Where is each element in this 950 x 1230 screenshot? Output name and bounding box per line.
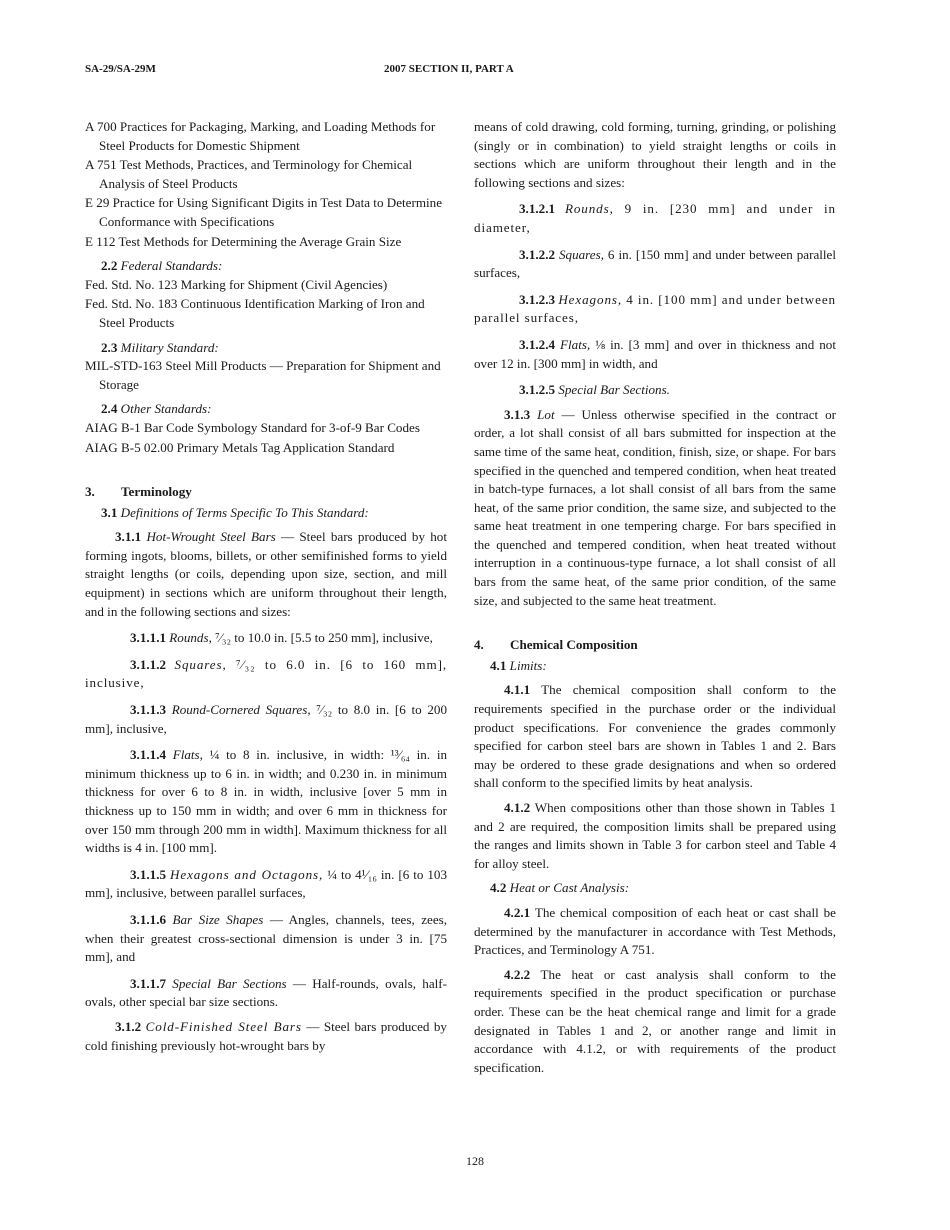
subsection-2-2: 2.2 Federal Standards: [101, 258, 223, 274]
subsection-2-4: 2.4 Other Standards: [101, 401, 212, 417]
section-3-heading: 3. Terminology [85, 484, 192, 500]
paragraph-3-1-2-4: 3.1.2.4 Flats, ⅛ in. [3 mm] and over in thickness and not over 12 in. [300 mm] in width, and [474, 336, 836, 371]
paragraph-3-1-1-3: 3.1.1.3 Round-Cornered Squares, ⁷⁄₃₂ to 8.0 in. [6 to 200 mm], inclusive, [85, 702, 447, 736]
paragraph-3-1-2-1: 3.1.2.1 Rounds, 9 in. [230 mm] and under in diameter, [474, 201, 836, 235]
paragraph-3-1-2: 3.1.2 Cold-Finished Steel Bars — Steel bars produced by cold finishing previously hot-wrought bars by [85, 1018, 447, 1053]
running-header-designation: SA-29/SA-29M [85, 63, 156, 75]
running-header-section: 2007 SECTION II, PART A [384, 63, 514, 75]
paragraph-3-1-2-5: 3.1.2.5 Special Bar Sections. [519, 382, 670, 398]
paragraph-3-1-1-4: 3.1.1.4 Flats, ¼ to 8 in. inclusive, in width: ¹³⁄₆₄ in. in minimum thickness up to 6 in. in width; and 0.230 in. in minimum thickness for over 6 to 8 in. in width, inclusive [over 5 mm in thickness up to 150 mm in width; and over 6 mm in thickness for over 150 mm through 200 mm in width]. Maximum thickness for all widths is 4 in. [100 mm]. [85, 747, 448, 856]
reference-fed-183: Fed. Std. No. 183 Continuous Identification Marking of Iron and Steel Products [85, 296, 425, 330]
paragraph-3-1-2-3: 3.1.2.3 Hexagons, 4 in. [100 mm] and under between parallel surfaces, [474, 291, 836, 326]
page-number: 128 [466, 1154, 484, 1168]
reference-e112: E 112 Test Methods for Determining the Average Grain Size [85, 233, 402, 249]
reference-fed-123: Fed. Std. No. 123 Marking for Shipment (Civil Agencies) [85, 276, 388, 292]
right-column [474, 118, 836, 1077]
subsection-3-1: 3.1 Definitions of Terms Specific To This Standard: [101, 504, 369, 520]
paragraph-3-1-1-2: 3.1.1.2 Squares, ⁷⁄₃₂ to 6.0 in. [6 to 160 mm], inclusive, [85, 656, 447, 691]
paragraph-4-2-1: 4.2.1 The chemical composition of each heat or cast shall be determined by the manufacturer in accordance with Test Methods, Practices, and Terminology A 751. [474, 904, 836, 958]
left-column [85, 118, 447, 1055]
paragraph-4-1-1: 4.1.1 The chemical composition shall conform to the requirements specified in the purchase order or the individual product specifications. For convenience the grades commonly specified for carbon steel bars are shown in Tables 1 and 2. Bars may be ordered to these grade designations and when so ordered shall conform to the specified limits by heat analysis. [474, 682, 836, 791]
paragraph-3-1-1: 3.1.1 Hot-Wrought Steel Bars — Steel bars produced by hot forming ingots, blooms, billets, or other semifinished forms to yield straight lengths (or coils, depending upon size, section, and mill equipment) in sections which are uniform throughout their length, and in the following sections and sizes: [85, 529, 447, 619]
reference-aiag-b5: AIAG B-5 02.00 Primary Metals Tag Application Standard [85, 439, 395, 455]
reference-mil-std-163: MIL-STD-163 Steel Mill Products — Preparation for Shipment and Storage [85, 358, 441, 392]
paragraph-4-1-2: 4.1.2 When compositions other than those shown in Tables 1 and 2 are required, the composition limits shall be prepared using the ranges and limits shown in Table 3 for carbon steel and Table 4 for alloy steel. [474, 800, 836, 871]
paragraph-3-1-1-1: 3.1.1.1 Rounds, ⁷⁄₃₂ to 10.0 in. [5.5 to 250 mm], inclusive, [130, 630, 433, 646]
reference-a700: A 700 Practices for Packaging, Marking, and Loading Methods for Steel Products for Domestic Shipment [85, 119, 436, 153]
section-4-heading: 4. Chemical Composition [474, 637, 638, 653]
reference-e29: E 29 Practice for Using Significant Digits in Test Data to Determine Conformance with Specifications [85, 195, 443, 229]
paragraph-3-1-1-5: 3.1.1.5 Hexagons and Octagons, ¼ to 4¹⁄₁₆ in. [6 to 103 mm], inclusive, between parallel surfaces, [85, 866, 448, 901]
subsection-4-2: 4.2 Heat or Cast Analysis: [490, 880, 630, 896]
paragraph-4-2-2: 4.2.2 The heat or cast analysis shall conform to the requirements specified in the product specification or purchase order. These can be the heat chemical range and limit for a grade designated in Tables 1 and 2, or another range and limit in accordance with 4.1.2, or with requirements of the product specification. [474, 966, 836, 1075]
paragraph-3-1-2-continued: means of cold drawing, cold forming, turning, grinding, or polishing (singly or in combination) to yield straight lengths or coils in sections which are uniform throughout their length and in the following sections and sizes: [474, 119, 836, 190]
reference-a751: A 751 Test Methods, Practices, and Terminology for Chemical Analysis of Steel Products [85, 157, 413, 191]
paragraph-3-1-1-7: 3.1.1.7 Special Bar Sections — Half-rounds, ovals, half-ovals, other special bar size sections. [85, 975, 447, 1010]
subsection-4-1: 4.1 Limits: [490, 657, 547, 673]
paragraph-3-1-2-2: 3.1.2.2 Squares, 6 in. [150 mm] and under between parallel surfaces, [474, 246, 836, 281]
paragraph-3-1-1-6: 3.1.1.6 Bar Size Shapes — Angles, channels, tees, zees, when their greatest cross-sectional dimension is under 3 in. [75 mm], and [85, 911, 448, 965]
paragraph-3-1-3: 3.1.3 Lot — Unless otherwise specified in the contract or order, a lot shall consist of all bars submitted for inspection at the same time of the same heat, condition, finish, size, or shape. For bars specified in the quenched and tempered condition, when heat treated in batch-type furnaces, a lot shall consist of all bars from the same heat, of the same prior condition, the same size, and subjected to the same heat treatment in one tempering charge. For bars specified in the quenched and tempered condition, when heat treated without interruption in a continuous-type furnace, a lot shall consist of all bars from the same heat, of the same prior condition, of the same size, and subjected to the same heat treatment. [474, 406, 837, 608]
reference-aiag-b1: AIAG B-1 Bar Code Symbology Standard for 3-of-9 Bar Codes [85, 419, 420, 435]
subsection-2-3: 2.3 Military Standard: [101, 339, 219, 355]
